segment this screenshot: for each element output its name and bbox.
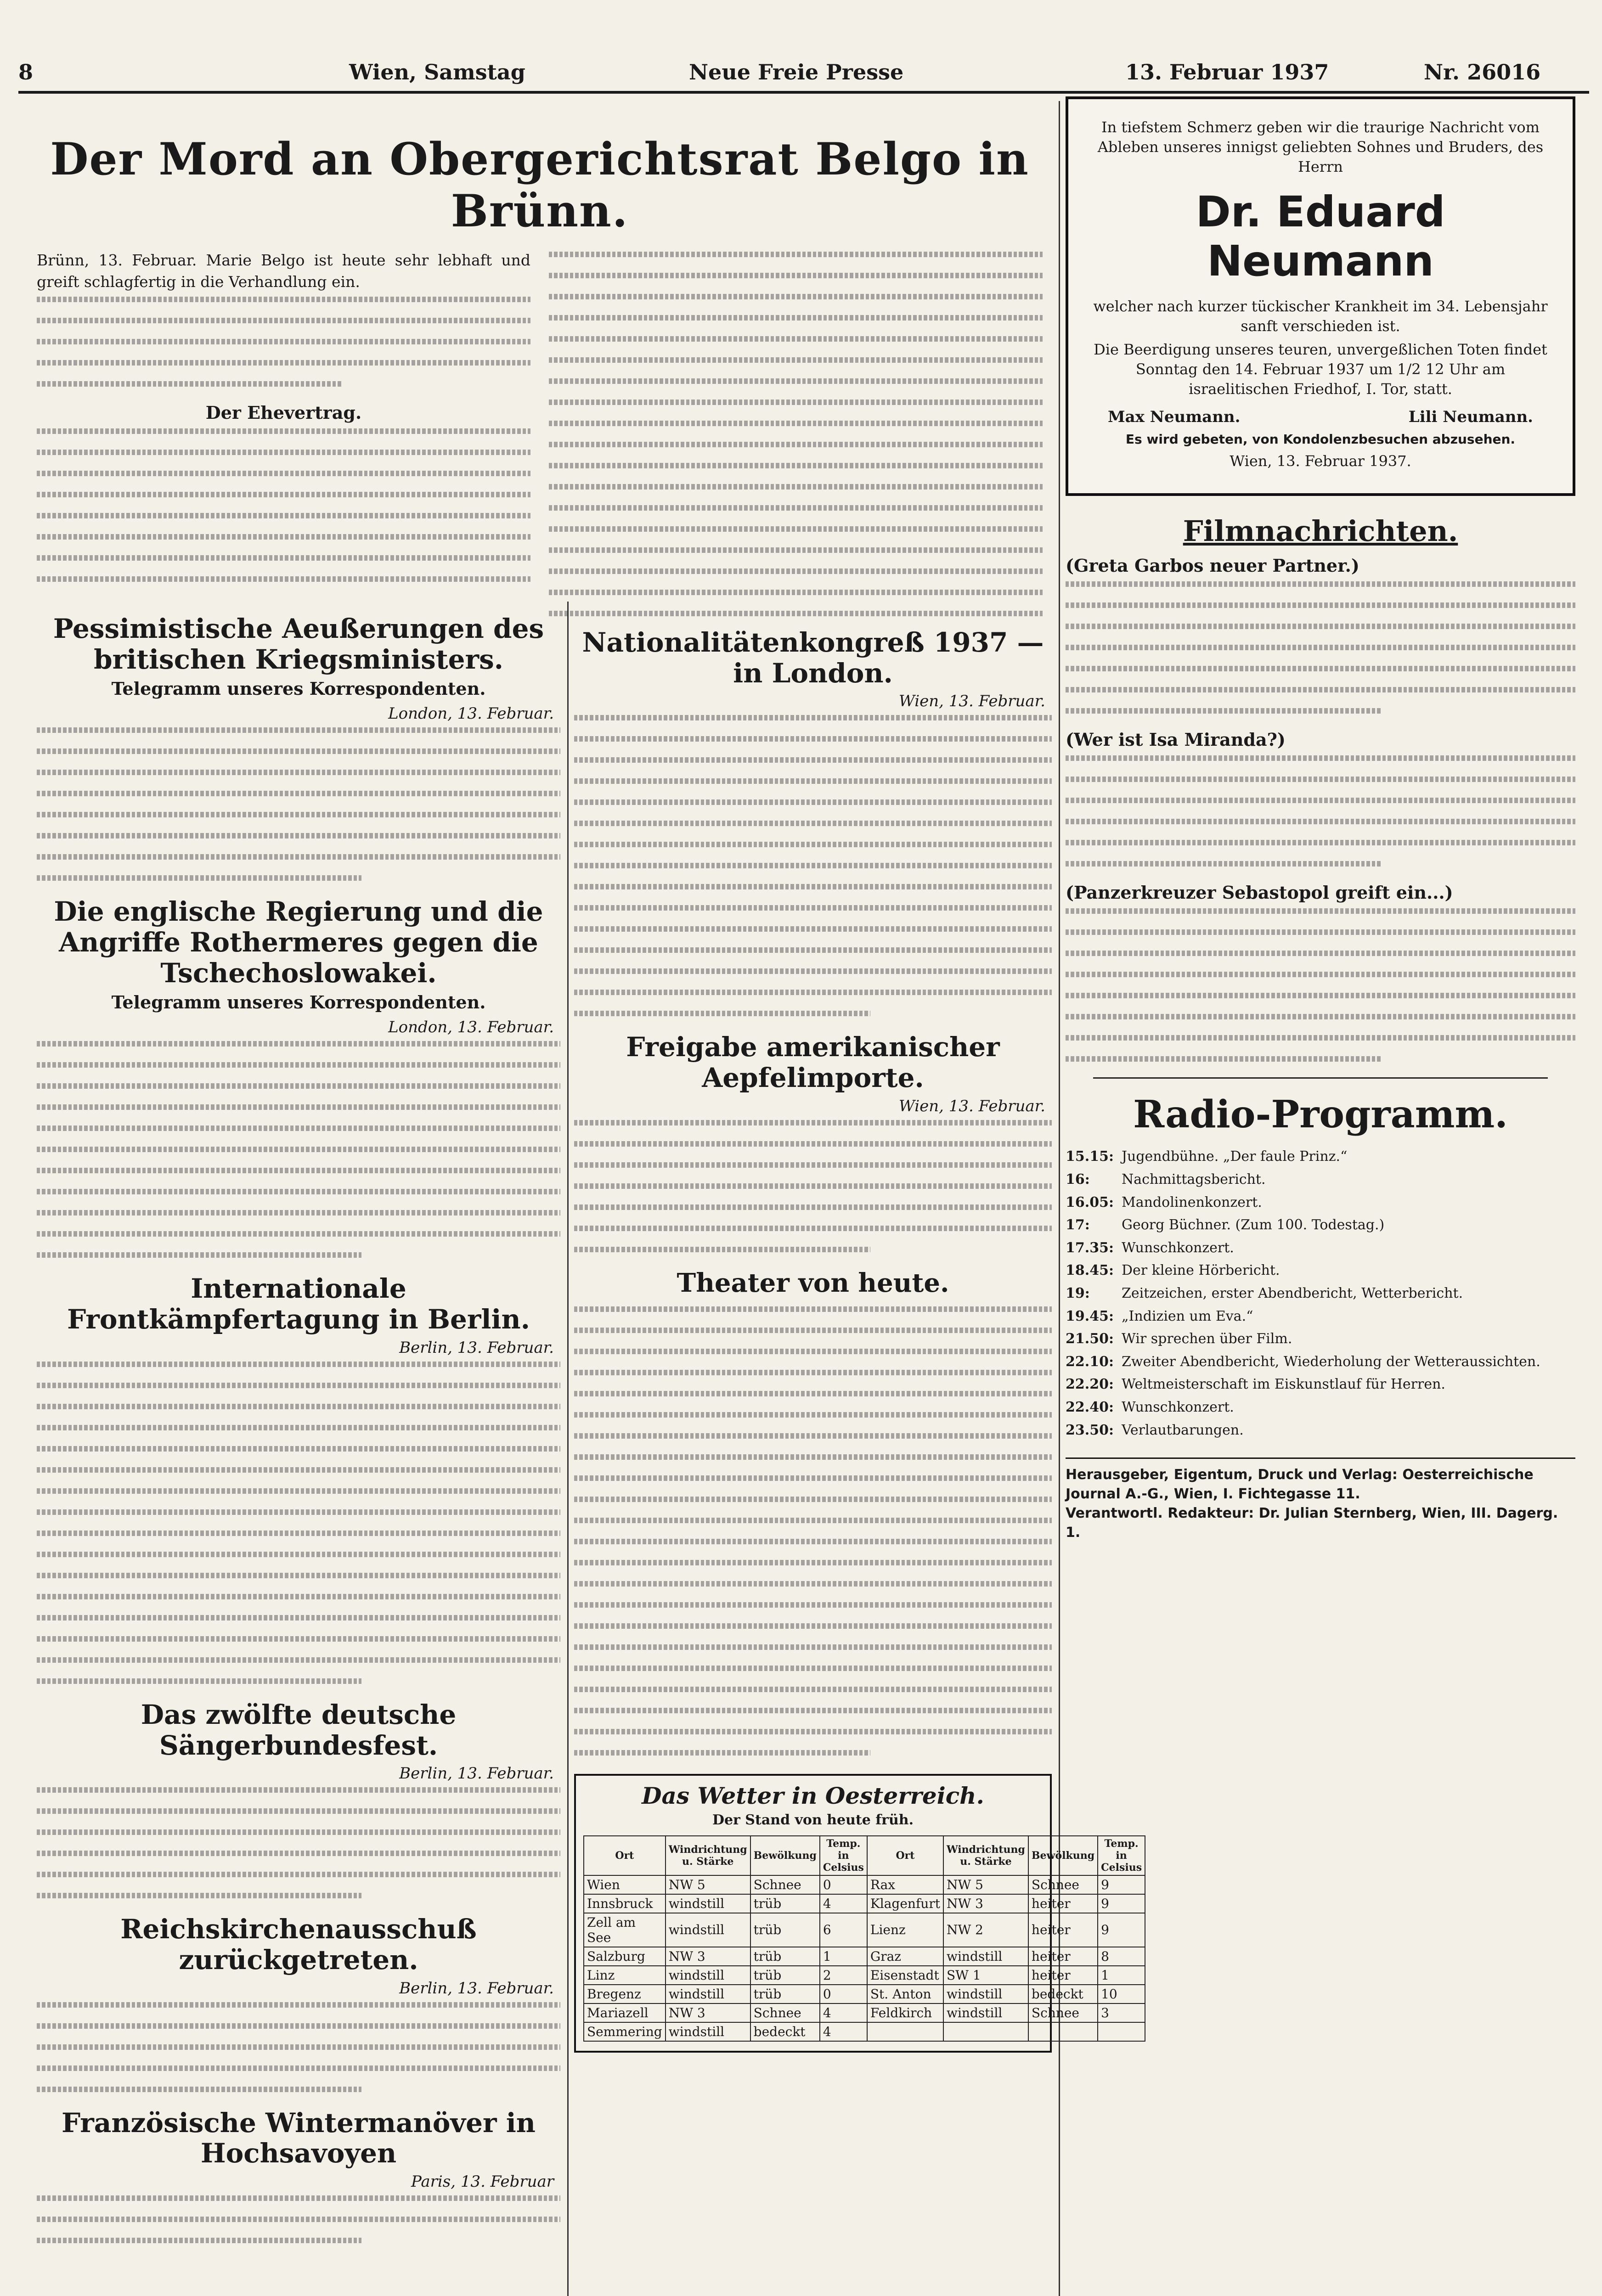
obit-body: welcher nach kurzer tückischer Krankheit im 34. Lebensjahr sanft verschieden ist.: [1093, 297, 1548, 335]
radio-item: [1066, 1307, 1575, 1326]
radio-time: 19.45:: [1066, 1308, 1114, 1324]
weather-cell: windstill: [943, 1947, 1028, 1966]
place-day: Wien, Samstag: [349, 60, 525, 84]
col-header: Windrichtung u. Stärke: [666, 1836, 750, 1875]
weather-cell: Rax: [867, 1875, 943, 1894]
weather-cell: Feldkirch: [867, 2003, 943, 2022]
death-notice: [1066, 96, 1575, 496]
radio-text: „Indizien um Eva.“: [1122, 1308, 1253, 1324]
lead-article: [37, 133, 1043, 592]
article-dateline: Wien, 13. Februar.: [898, 692, 1045, 711]
radio-time: 19:: [1066, 1285, 1090, 1302]
column-right: [1066, 96, 1575, 2296]
weather-cell: St. Anton: [867, 1985, 943, 2003]
text-lines: [574, 1120, 1052, 1252]
radio-item: [1066, 1353, 1575, 1371]
col-header: Bewölkung: [750, 1836, 820, 1875]
weather-header-row: [584, 1836, 1145, 1875]
weather-cell: NW 3: [666, 2003, 750, 2022]
radio-time: 17.35:: [1066, 1239, 1114, 1256]
weather-cell: trüb: [750, 1894, 820, 1913]
weather-cell: Zell am See: [584, 1913, 666, 1947]
column-rule: [567, 602, 569, 2296]
weather-cell: Klagenfurt: [867, 1894, 943, 1913]
weather-cell: heiter: [1028, 1913, 1098, 1947]
film-item-head: (Wer ist Isa Miranda?): [1066, 729, 1286, 750]
header-rule: [18, 91, 1589, 94]
radio-text: Nachmittagsbericht.: [1122, 1171, 1266, 1188]
weather-row: [584, 1966, 1145, 1985]
weather-cell: Innsbruck: [584, 1894, 666, 1913]
radio-item: [1066, 1398, 1575, 1417]
weather-cell: Wien: [584, 1875, 666, 1894]
article-title: Französische Wintermanöver in Hochsavoyen: [62, 2107, 536, 2169]
theater-title: Theater von heute.: [677, 1267, 949, 1298]
weather-cell: heiter: [1028, 1966, 1098, 1985]
radio-text: Georg Büchner. (Zum 100. Todestag.): [1122, 1217, 1385, 1233]
radio-item: [1066, 1171, 1575, 1189]
radio-time: 18.45:: [1066, 1262, 1114, 1279]
radio-text: Weltmeisterschaft im Eiskunstlauf für Herren.: [1122, 1376, 1445, 1393]
radio-text: Der kleine Hörbericht.: [1122, 1262, 1280, 1279]
text-lines: [549, 252, 1043, 616]
text-lines: [1066, 908, 1575, 1062]
radio-text: Wir sprechen über Film.: [1122, 1331, 1292, 1347]
text-lines: [37, 727, 560, 881]
weather-cell: NW 3: [943, 1894, 1028, 1913]
radio-item: [1066, 1330, 1575, 1348]
film-section-title: Filmnachrichten.: [1183, 514, 1458, 548]
obit-intro: In tiefstem Schmerz geben wir die traurige Nachricht vom Ableben unseres innigst geliebten Sohnes und Bruders, des Herrn: [1097, 118, 1544, 176]
weather-row: [584, 1875, 1145, 1894]
article-dateline: Berlin, 13. Februar.: [399, 1338, 554, 1357]
col-header: Ort: [584, 1836, 666, 1875]
weather-cell: Schnee: [750, 1875, 820, 1894]
weather-cell: Schnee: [1028, 2003, 1098, 2022]
col-header: Bewölkung: [1028, 1836, 1098, 1875]
col-header: Windrichtung u. Stärke: [943, 1836, 1028, 1875]
article-title: Nationalitätenkongreß 1937 — in London.: [582, 627, 1044, 689]
col-header: Ort: [867, 1836, 943, 1875]
radio-item: [1066, 1193, 1575, 1212]
imprint-editor: Verantwortl. Redakteur: Dr. Julian Sternberg, Wien, III. Dagerg. 1.: [1066, 1505, 1558, 1541]
text-lines: [37, 1787, 560, 1898]
article-title: Die englische Regierung und die Angriffe Rothermeres gegen die Tschechoslowakei.: [54, 896, 543, 989]
radio-time: 22.20:: [1066, 1376, 1114, 1393]
article-dateline: Berlin, 13. Februar.: [399, 1764, 554, 1783]
radio-section-title: Radio-Programm.: [1133, 1092, 1508, 1137]
weather-cell: trüb: [750, 1985, 820, 2003]
weather-cell: SW 1: [943, 1966, 1028, 1985]
column-left: [37, 602, 560, 2296]
article-subtitle: Telegramm unseres Korrespondenten.: [111, 992, 486, 1013]
weather-cell: NW 5: [666, 1875, 750, 1894]
weather-cell: Lienz: [867, 1913, 943, 1947]
lead-article-body: [37, 250, 1043, 632]
weather-cell: 3: [1098, 2003, 1145, 2022]
weather-cell: Salzburg: [584, 1947, 666, 1966]
radio-list: [1066, 1148, 1575, 1439]
weather-subtitle: Der Stand von heute früh.: [712, 1812, 914, 1828]
weather-row: [584, 1985, 1145, 2003]
weather-cell: Linz: [584, 1966, 666, 1985]
text-lines: [37, 297, 530, 387]
article-dateline: London, 13. Februar.: [388, 704, 554, 723]
text-lines: [37, 1041, 560, 1258]
weather-cell: 9: [1098, 1913, 1145, 1947]
imprint: [1066, 1458, 1575, 1542]
weather-cell: Mariazell: [584, 2003, 666, 2022]
radio-text: Zweiter Abendbericht, Wiederholung der Wetteraussichten.: [1122, 1353, 1540, 1370]
weather-cell: windstill: [943, 1985, 1028, 2003]
weather-row: [584, 2022, 1145, 2041]
weather-cell: trüb: [750, 1947, 820, 1966]
weather-cell: 4: [820, 2003, 867, 2022]
weather-cell: NW 5: [943, 1875, 1028, 1894]
lead-article-subhead: Der Ehevertrag.: [205, 402, 362, 423]
article-subtitle: Telegramm unseres Korrespondenten.: [111, 678, 486, 699]
radio-time: 15.15:: [1066, 1148, 1114, 1165]
weather-row: [584, 1894, 1145, 1913]
weather-cell: 2: [820, 1966, 867, 1985]
article-dateline: Paris, 13. Februar: [411, 2172, 554, 2191]
radio-item: [1066, 1261, 1575, 1280]
weather-cell: windstill: [666, 1966, 750, 1985]
text-lines: [574, 715, 1052, 1016]
weather-cell: trüb: [750, 1966, 820, 1985]
radio-text: Zeitzeichen, erster Abendbericht, Wetterbericht.: [1122, 1285, 1463, 1302]
weather-cell: [867, 2022, 943, 2041]
radio-time: 16.05:: [1066, 1194, 1114, 1210]
weather-cell: windstill: [666, 1985, 750, 2003]
weather-cell: heiter: [1028, 1894, 1098, 1913]
weather-title: Das Wetter in Oesterreich.: [642, 1782, 984, 1809]
section-rule: [1093, 1077, 1548, 1079]
weather-cell: trüb: [750, 1913, 820, 1947]
weather-cell: 9: [1098, 1894, 1145, 1913]
col-header: Temp. in Celsius: [820, 1836, 867, 1875]
weather-cell: heiter: [1028, 1947, 1098, 1966]
radio-text: Verlautbarungen.: [1122, 1422, 1244, 1438]
radio-text: Jugendbühne. „Der faule Prinz.“: [1122, 1148, 1348, 1165]
radio-time: 17:: [1066, 1217, 1090, 1233]
weather-cell: NW 2: [943, 1913, 1028, 1947]
obit-place-date: Wien, 13. Februar 1937.: [1230, 452, 1411, 470]
weather-cell: 1: [820, 1947, 867, 1966]
lead-article-opening: Brünn, 13. Februar. Marie Belgo ist heute sehr lebhaft und greift schlagfertig in die Verhandlung ein.: [37, 251, 530, 291]
weather-cell: Eisenstadt: [867, 1966, 943, 1985]
weather-rows: [584, 1875, 1145, 2041]
weather-cell: windstill: [666, 1894, 750, 1913]
weather-cell: Graz: [867, 1947, 943, 1966]
weather-cell: Schnee: [750, 2003, 820, 2022]
issue-number: Nr. 26016: [1424, 60, 1541, 84]
article-dateline: Berlin, 13. Februar.: [399, 1979, 554, 1998]
film-item-head: (Panzerkreuzer Sebastopol greift ein...): [1066, 882, 1453, 903]
weather-cell: Semmering: [584, 2022, 666, 2041]
radio-text: Wunschkonzert.: [1122, 1239, 1234, 1256]
weather-cell: windstill: [666, 2022, 750, 2041]
article-title: Pessimistische Aeußerungen des britischen Kriegsministers.: [53, 613, 544, 675]
lead-article-title: Der Mord an Obergerichtsrat Belgo in Brünn.: [50, 133, 1029, 237]
obit-burial: Die Beerdigung unseres teuren, unvergeßlichen Toten findet Sonntag den 14. Februar 1937 um 1/2 12 Uhr am israelitischen Friedhof, I. Tor, statt.: [1094, 340, 1547, 398]
text-lines: [574, 1306, 1052, 1756]
radio-item: [1066, 1284, 1575, 1303]
text-lines: [37, 1362, 560, 1684]
article-title: Freigabe amerikanischer Aepfelimporte.: [626, 1031, 1000, 1094]
article-dateline: London, 13. Februar.: [388, 1018, 554, 1037]
weather-row: [584, 1913, 1145, 1947]
weather-row: [584, 1947, 1145, 1966]
radio-time: 22.40:: [1066, 1399, 1114, 1416]
col-header: Temp. in Celsius: [1098, 1836, 1145, 1875]
issue-date: 13. Februar 1937: [1125, 60, 1329, 84]
text-lines: [37, 2002, 560, 2092]
weather-cell: 1: [1098, 1966, 1145, 1985]
weather-row: [584, 2003, 1145, 2022]
weather-cell: Schnee: [1028, 1875, 1098, 1894]
weather-table: [583, 1835, 1145, 2042]
weather-cell: [943, 2022, 1028, 2041]
masthead: [18, 60, 1589, 87]
radio-item: [1066, 1239, 1575, 1257]
article-title: Internationale Frontkämpfertagung in Berlin.: [67, 1273, 530, 1335]
radio-time: 16:: [1066, 1171, 1090, 1188]
obit-signatures: [1108, 408, 1533, 426]
obit-name: Dr. Eduard Neumann: [1196, 187, 1445, 286]
imprint-publisher: Herausgeber, Eigentum, Druck und Verlag: Oesterreichische Journal A.-G., Wien, I. Fichtegasse 11.: [1066, 1467, 1534, 1503]
weather-cell: bedeckt: [750, 2022, 820, 2041]
text-lines: [1066, 755, 1575, 867]
radio-time: 23.50:: [1066, 1422, 1114, 1438]
radio-item: [1066, 1148, 1575, 1166]
text-lines: [37, 2195, 560, 2243]
obit-signer-right: Lili Neumann.: [1408, 407, 1533, 426]
radio-item: [1066, 1421, 1575, 1440]
weather-cell: 4: [820, 2022, 867, 2041]
weather-cell: windstill: [943, 2003, 1028, 2022]
weather-box: [574, 1774, 1142, 2053]
weather-cell: 0: [820, 1985, 867, 2003]
radio-item: [1066, 1375, 1575, 1394]
weather-cell: 8: [1098, 1947, 1145, 1966]
article-dateline: Wien, 13. Februar.: [898, 1097, 1045, 1115]
weather-cell: 6: [820, 1913, 867, 1947]
newspaper-name: Neue Freie Presse: [689, 60, 904, 84]
obit-signer-left: Max Neumann.: [1108, 407, 1241, 426]
page-number: 8: [18, 60, 34, 84]
weather-cell: NW 3: [666, 1947, 750, 1966]
weather-cell: bedeckt: [1028, 1985, 1098, 2003]
film-item-head: (Greta Garbos neuer Partner.): [1066, 555, 1359, 576]
weather-cell: Bregenz: [584, 1985, 666, 2003]
text-lines: [1066, 581, 1575, 714]
weather-cell: 4: [820, 1894, 867, 1913]
obit-note: Es wird gebeten, von Kondolenzbesuchen abzusehen.: [1125, 431, 1516, 447]
weather-cell: windstill: [666, 1913, 750, 1947]
article-title: Das zwölfte deutsche Sängerbundesfest.: [141, 1699, 457, 1761]
radio-text: Wunschkonzert.: [1122, 1399, 1234, 1416]
radio-time: 22.10:: [1066, 1353, 1114, 1370]
weather-cell: 0: [820, 1875, 867, 1894]
radio-item: [1066, 1216, 1575, 1234]
article-title: Reichskirchenausschuß zurückgetreten.: [120, 1913, 477, 1975]
text-lines: [37, 428, 530, 582]
radio-text: Mandolinenkonzert.: [1122, 1194, 1262, 1210]
weather-cell: 9: [1098, 1875, 1145, 1894]
radio-time: 21.50:: [1066, 1331, 1114, 1347]
weather-cell: 10: [1098, 1985, 1145, 2003]
